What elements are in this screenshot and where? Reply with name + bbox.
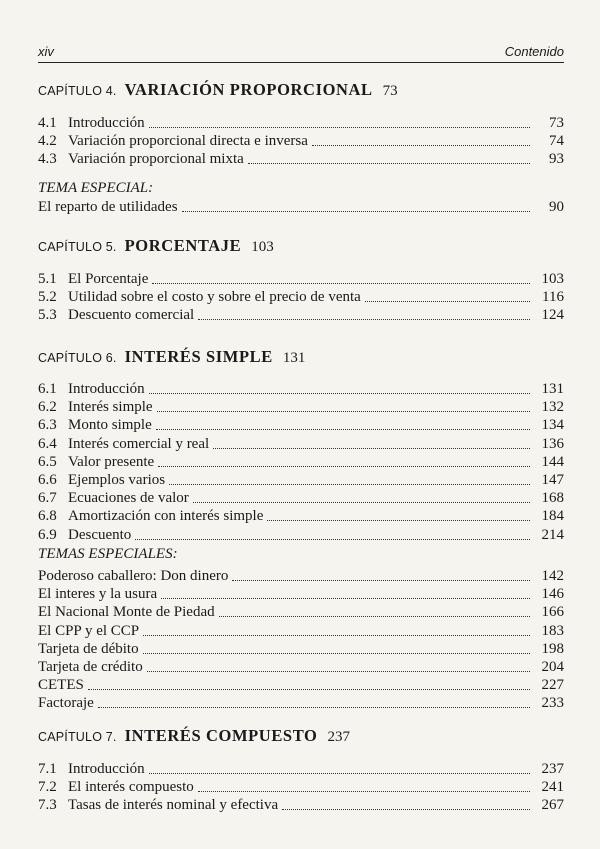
dot-leader — [193, 501, 530, 503]
entry-title: El Nacional Monte de Piedad — [38, 604, 215, 621]
chapter-page: 73 — [382, 83, 398, 99]
toc-entry — [38, 151, 564, 169]
chapter-heading — [38, 726, 350, 748]
entry-number: 6.2 — [38, 399, 57, 416]
entry-number: 6.1 — [38, 381, 57, 397]
toc-entry — [38, 508, 564, 526]
entry-page: 134 — [541, 417, 564, 434]
entry-number: 5.1 — [38, 271, 57, 287]
entry-number: 5.2 — [38, 289, 57, 306]
entry-number: 7.1 — [38, 761, 57, 777]
entry-page: 136 — [541, 435, 564, 452]
entry-title: Tarjeta de débito — [38, 640, 139, 657]
toc-entry — [38, 472, 564, 490]
dot-leader — [219, 615, 530, 617]
entry-number: 6.6 — [38, 472, 57, 488]
dot-leader — [282, 808, 530, 810]
dot-leader — [149, 126, 530, 128]
entry-page: 204 — [541, 659, 564, 675]
entry-number: 6.8 — [38, 508, 57, 525]
entry-page: 198 — [541, 640, 564, 657]
dot-leader — [365, 300, 530, 302]
entry-number: 7.2 — [38, 779, 57, 796]
toc-entry — [38, 490, 564, 508]
dot-leader — [147, 670, 530, 672]
chapter-heading — [38, 347, 305, 369]
entry-page: 93 — [549, 151, 564, 168]
dot-leader — [98, 706, 530, 708]
entry-page: 144 — [541, 453, 564, 470]
page-number: xiv — [38, 44, 54, 59]
dot-leader — [248, 162, 530, 164]
chapter-label: CAPÍTULO 5. — [38, 240, 117, 254]
entry-number: 6.3 — [38, 417, 57, 434]
entry-page: 214 — [541, 526, 564, 543]
entry-page: 168 — [541, 490, 564, 507]
toc-entry — [38, 271, 564, 289]
toc-entry — [38, 641, 564, 659]
entry-page: 146 — [541, 586, 564, 603]
entry-title: Variación proporcional mixta — [68, 151, 244, 168]
entry-title: Tarjeta de crédito — [38, 659, 143, 675]
entry-title: Monto simple — [68, 417, 152, 434]
toc-entry — [38, 797, 564, 815]
toc-entry — [38, 436, 564, 454]
entry-number: 6.7 — [38, 490, 57, 507]
toc-entry — [38, 307, 564, 325]
entry-title: Introducción — [68, 381, 145, 397]
entry-page: 132 — [541, 399, 564, 416]
entry-title: Poderoso caballero: Don dinero — [38, 568, 229, 584]
entry-page: 166 — [541, 604, 564, 621]
entry-page: 233 — [541, 695, 564, 712]
entry-title: El CPP y el CCP — [38, 622, 140, 639]
toc-entry — [38, 761, 564, 779]
dot-leader — [267, 519, 530, 521]
toc-entry — [38, 677, 564, 695]
dot-leader — [161, 597, 530, 599]
entry-title: Factoraje — [38, 695, 94, 712]
dot-leader — [135, 538, 530, 540]
toc-entry — [38, 381, 564, 399]
dot-leader — [143, 652, 530, 654]
dot-leader — [198, 318, 530, 320]
dot-leader — [143, 634, 530, 636]
section-title: Contenido — [504, 44, 564, 59]
entry-page: 183 — [541, 622, 564, 639]
entry-page: 103 — [541, 271, 564, 287]
entry-page: 73 — [549, 115, 564, 131]
chapter-title: INTERÉS SIMPLE — [124, 347, 273, 366]
entry-title: El interes y la usura — [38, 586, 158, 603]
dot-leader — [198, 790, 530, 792]
toc-entry — [38, 779, 564, 797]
special-topics-heading: TEMA ESPECIAL: — [38, 180, 154, 196]
toc-entry — [38, 568, 564, 586]
chapter-title: VARIACIÓN PROPORCIONAL — [124, 80, 373, 99]
chapter-label: CAPÍTULO 6. — [38, 351, 117, 365]
entry-title: El interés compuesto — [68, 779, 194, 796]
entry-title: Descuento — [68, 526, 132, 543]
toc-entry — [38, 527, 564, 545]
entry-title: Variación proporcional directa e inversa — [68, 133, 308, 150]
entry-title: El reparto de utilidades — [38, 199, 178, 215]
dot-leader — [149, 772, 530, 774]
entry-page: 142 — [541, 568, 564, 584]
entry-page: 241 — [541, 779, 564, 796]
entry-title: Amortización con interés simple — [68, 508, 264, 525]
chapter-page: 237 — [327, 729, 350, 745]
dot-leader — [232, 579, 530, 581]
dot-leader — [169, 483, 530, 485]
toc-entry — [38, 115, 564, 133]
chapter-title: PORCENTAJE — [124, 236, 242, 255]
toc-entry — [38, 399, 564, 417]
entry-title: Descuento comercial — [68, 307, 195, 324]
dot-leader — [152, 282, 530, 284]
special-topics-heading: TEMAS ESPECIALES: — [38, 546, 178, 562]
toc-entry — [38, 199, 564, 217]
dot-leader — [312, 144, 530, 146]
running-head — [38, 44, 564, 63]
chapter-page: 131 — [282, 350, 306, 366]
entry-number: 7.3 — [38, 797, 57, 814]
chapter-heading — [38, 236, 274, 258]
entry-page: 74 — [549, 133, 564, 150]
dot-leader — [182, 210, 530, 212]
chapter-label: CAPÍTULO 7. — [38, 730, 117, 744]
toc-entry — [38, 133, 564, 151]
dot-leader — [149, 392, 530, 394]
toc-entry — [38, 604, 564, 622]
entry-number: 6.5 — [38, 453, 57, 470]
entry-number: 4.3 — [38, 151, 57, 168]
entry-title: Tasas de interés nominal y efectiva — [68, 797, 279, 814]
entry-title: Introducción — [68, 761, 145, 777]
toc-entry — [38, 659, 564, 677]
entry-page: 124 — [541, 307, 564, 324]
entry-title: El Porcentaje — [68, 271, 149, 287]
entry-page: 237 — [541, 761, 564, 777]
entry-title: Introducción — [68, 115, 145, 131]
toc-entry — [38, 586, 564, 604]
entry-page: 131 — [541, 381, 564, 397]
dot-leader — [88, 688, 530, 690]
chapter-heading — [38, 80, 398, 102]
entry-page: 184 — [541, 508, 564, 525]
entry-page: 227 — [541, 677, 564, 694]
entry-title: CETES — [38, 677, 84, 694]
entry-page: 116 — [542, 289, 564, 306]
dot-leader — [158, 465, 530, 467]
entry-number: 4.2 — [38, 133, 57, 150]
entry-title: Ecuaciones de valor — [68, 490, 189, 507]
dot-leader — [213, 447, 530, 449]
toc-entry — [38, 289, 564, 307]
toc-entry — [38, 417, 564, 435]
chapter-page: 103 — [251, 239, 274, 255]
chapter-label: CAPÍTULO 4. — [38, 84, 117, 98]
toc-entry — [38, 623, 564, 641]
entry-page: 267 — [541, 797, 564, 814]
toc-entry — [38, 695, 564, 713]
toc-entry — [38, 454, 564, 472]
entry-page: 90 — [549, 199, 564, 215]
entry-page: 147 — [541, 472, 564, 488]
entry-number: 5.3 — [38, 307, 57, 324]
entry-title: Utilidad sobre el costo y sobre el precio de venta — [68, 289, 361, 306]
entry-title: Ejemplos varios — [68, 472, 166, 488]
dot-leader — [157, 410, 530, 412]
entry-number: 6.9 — [38, 526, 57, 543]
entry-title: Interés comercial y real — [68, 435, 210, 452]
chapter-title: INTERÉS COMPUESTO — [124, 726, 318, 745]
entry-title: Interés simple — [68, 399, 153, 416]
entry-number: 4.1 — [38, 115, 57, 131]
dot-leader — [156, 428, 530, 430]
entry-number: 6.4 — [38, 435, 57, 452]
entry-title: Valor presente — [68, 453, 155, 470]
